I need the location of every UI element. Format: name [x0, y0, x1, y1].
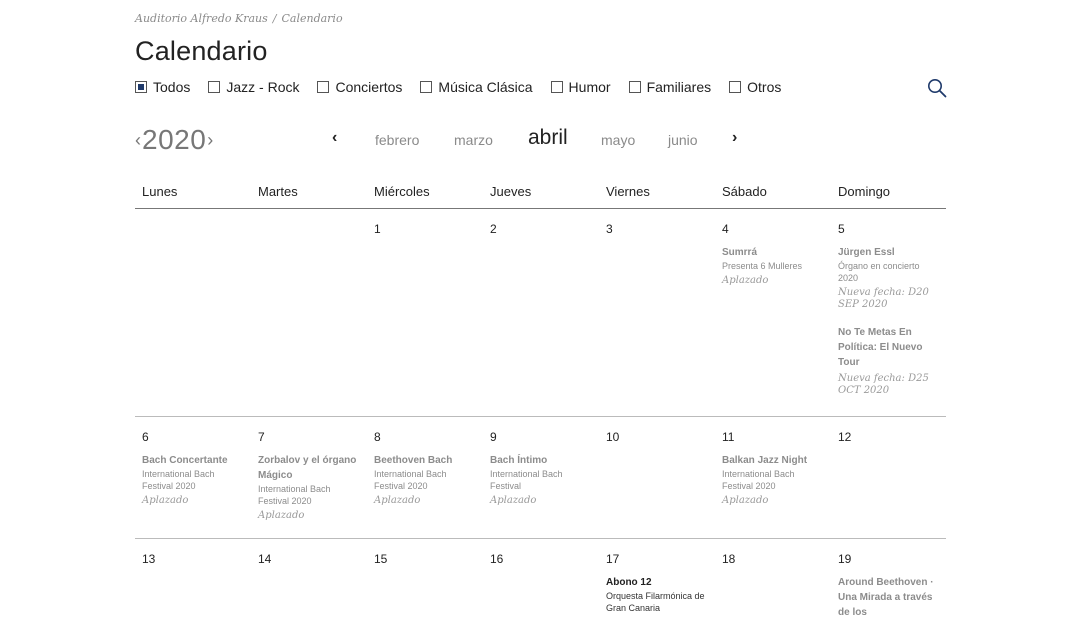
- day-number: 17: [606, 552, 620, 566]
- day-number: 16: [490, 552, 504, 566]
- filter-label: Música Clásica: [438, 79, 533, 95]
- day-cell: [715, 416, 823, 538]
- day-events: [838, 245, 942, 411]
- event-subtitle: Orquesta Filarmónica de Gran Canaria: [606, 591, 705, 613]
- filter-checkbox[interactable]: [551, 81, 563, 93]
- year-nav: [135, 124, 213, 156]
- day-cell: [367, 208, 475, 416]
- filter-label: Conciertos: [335, 79, 403, 95]
- prev-month-arrow-icon[interactable]: ‹: [332, 129, 338, 146]
- breadcrumb: [135, 12, 343, 25]
- event-subtitle: Órgano en concierto 2020: [838, 261, 920, 283]
- day-number: 11: [722, 430, 735, 444]
- day-number: 13: [142, 552, 156, 566]
- day-cell: [367, 416, 475, 538]
- day-number: 4: [722, 222, 729, 236]
- day-cell: [483, 538, 591, 638]
- month-junio[interactable]: junio: [668, 132, 698, 148]
- weekday-miercoles: Miércoles: [374, 184, 430, 199]
- day-cell: [135, 208, 243, 416]
- event-item[interactable]: [838, 575, 942, 620]
- event-item[interactable]: [838, 325, 942, 397]
- day-events: [374, 453, 478, 521]
- search-icon[interactable]: [927, 78, 947, 98]
- month-nav: [332, 128, 752, 152]
- day-cell: [599, 208, 707, 416]
- event-subtitle: Presenta 6 Mulleres: [722, 261, 803, 271]
- prev-year-arrow-icon[interactable]: ‹: [135, 130, 141, 150]
- day-cell: [483, 416, 591, 538]
- filter-otros[interactable]: [729, 79, 781, 95]
- day-number: 6: [142, 430, 149, 444]
- day-number: 8: [374, 430, 381, 444]
- event-item[interactable]: [258, 453, 362, 522]
- day-cell: [599, 416, 707, 538]
- day-cell: [831, 538, 939, 638]
- event-subtitle: International Bach Festival 2020: [258, 484, 331, 506]
- event-title[interactable]: Abono 12: [606, 577, 652, 588]
- event-status: Nueva fecha: D25 OCT 2020: [838, 373, 929, 396]
- day-number: 2: [490, 222, 497, 236]
- day-cell: [135, 416, 243, 538]
- month-marzo[interactable]: marzo: [454, 132, 493, 148]
- filter-label: Jazz - Rock: [226, 79, 300, 95]
- filter-musica-clasica[interactable]: [420, 79, 532, 95]
- event-title[interactable]: Jürgen Essl: [838, 247, 895, 258]
- month-abril[interactable]: abril: [528, 126, 568, 149]
- day-events: [490, 453, 594, 521]
- day-number: 15: [374, 552, 388, 566]
- filter-label: Todos: [153, 79, 191, 95]
- event-status: Aplazado: [374, 495, 421, 506]
- day-number: 1: [374, 222, 381, 236]
- weekday-lunes: Lunes: [142, 184, 178, 199]
- filter-familiares[interactable]: [629, 79, 712, 95]
- day-number: 19: [838, 552, 852, 566]
- breadcrumb-separator: /: [272, 12, 277, 25]
- day-number: 5: [838, 222, 845, 236]
- day-cell: [251, 208, 359, 416]
- event-status: Aplazado: [722, 495, 769, 506]
- week-row: [135, 538, 946, 638]
- event-title[interactable]: Beethoven Bach: [374, 455, 453, 466]
- event-item[interactable]: [722, 453, 826, 507]
- filter-checkbox[interactable]: [208, 81, 220, 93]
- event-status: Aplazado: [142, 495, 189, 506]
- day-events: [606, 575, 710, 628]
- day-cell: [715, 208, 823, 416]
- day-number: 9: [490, 430, 497, 444]
- filter-conciertos[interactable]: [317, 79, 402, 95]
- filter-todos[interactable]: [135, 79, 190, 95]
- day-cell: [831, 416, 939, 538]
- event-status: Aplazado: [258, 510, 305, 521]
- event-item[interactable]: [606, 575, 710, 614]
- day-cell: [715, 538, 823, 638]
- day-cell: [135, 538, 243, 638]
- event-item[interactable]: [722, 245, 826, 287]
- day-cell: [831, 208, 939, 416]
- day-cell: [483, 208, 591, 416]
- day-events: [722, 245, 826, 301]
- event-status: Aplazado: [490, 495, 537, 506]
- day-number: 12: [838, 430, 852, 444]
- event-item[interactable]: [142, 453, 246, 507]
- event-title[interactable]: Bach Concertante: [142, 455, 228, 466]
- day-events: [838, 575, 942, 634]
- year-label: 2020: [142, 124, 207, 155]
- filter-checkbox[interactable]: [420, 81, 432, 93]
- breadcrumb-current: Calendario: [281, 12, 343, 25]
- day-number: 14: [258, 552, 272, 566]
- event-item[interactable]: [838, 245, 942, 311]
- event-item[interactable]: [490, 453, 594, 507]
- filter-humor[interactable]: [551, 79, 611, 95]
- week-row: [135, 208, 946, 417]
- filter-checkbox[interactable]: [317, 81, 329, 93]
- weekday-domingo: Domingo: [838, 184, 891, 199]
- weekday-martes: Martes: [258, 184, 298, 199]
- weekday-header: [135, 180, 946, 209]
- filter-label: Humor: [568, 79, 611, 95]
- day-number: 10: [606, 430, 620, 444]
- day-number: 3: [606, 222, 613, 236]
- event-status: Nueva fecha: D20 SEP 2020: [838, 287, 929, 310]
- filter-checkbox[interactable]: [135, 81, 147, 93]
- day-events: [722, 453, 826, 521]
- event-subtitle: International Bach Festival 2020: [374, 469, 447, 491]
- day-events: [142, 453, 246, 521]
- event-subtitle: International Bach Festival: [490, 469, 563, 491]
- day-number: 7: [258, 430, 265, 444]
- event-subtitle: International Bach Festival 2020: [722, 469, 795, 491]
- filter-checkbox[interactable]: [629, 81, 641, 93]
- month-mayo[interactable]: mayo: [601, 132, 636, 148]
- category-filters: [135, 79, 799, 95]
- filter-jazz-rock[interactable]: [208, 79, 299, 95]
- weekday-sabado: Sábado: [722, 184, 767, 199]
- next-year-arrow-icon[interactable]: ›: [207, 130, 214, 150]
- filter-label: Otros: [747, 79, 782, 95]
- event-status: Aplazado: [722, 275, 769, 286]
- page-title: Calendario: [135, 36, 268, 66]
- event-title[interactable]: Around Beethoven · Una Mirada a través de los: [838, 577, 934, 618]
- next-month-arrow-icon[interactable]: ›: [732, 129, 738, 146]
- day-cell: [367, 538, 475, 638]
- month-febrero[interactable]: febrero: [375, 132, 420, 148]
- day-cell: [251, 538, 359, 638]
- breadcrumb-home-link[interactable]: Auditorio Alfredo Kraus: [135, 12, 268, 25]
- day-events: [258, 453, 362, 536]
- day-cell: [251, 416, 359, 538]
- event-title[interactable]: Bach Íntimo: [490, 455, 548, 466]
- event-subtitle: International Bach Festival 2020: [142, 469, 215, 491]
- event-item[interactable]: [374, 453, 478, 507]
- event-title[interactable]: Balkan Jazz Night: [722, 455, 808, 466]
- filter-label: Familiares: [646, 79, 712, 95]
- event-title[interactable]: No Te Metas En Política: El Nuevo Tour: [838, 327, 923, 368]
- day-number: 18: [722, 552, 736, 566]
- event-title[interactable]: Sumrrá: [722, 247, 758, 258]
- day-cell: [599, 538, 707, 638]
- weekday-jueves: Jueves: [490, 184, 532, 199]
- weekday-viernes: Viernes: [606, 184, 650, 199]
- week-row: [135, 416, 946, 539]
- event-title[interactable]: Zorbalov y el órgano Mágico: [258, 455, 357, 481]
- filter-checkbox[interactable]: [729, 81, 741, 93]
